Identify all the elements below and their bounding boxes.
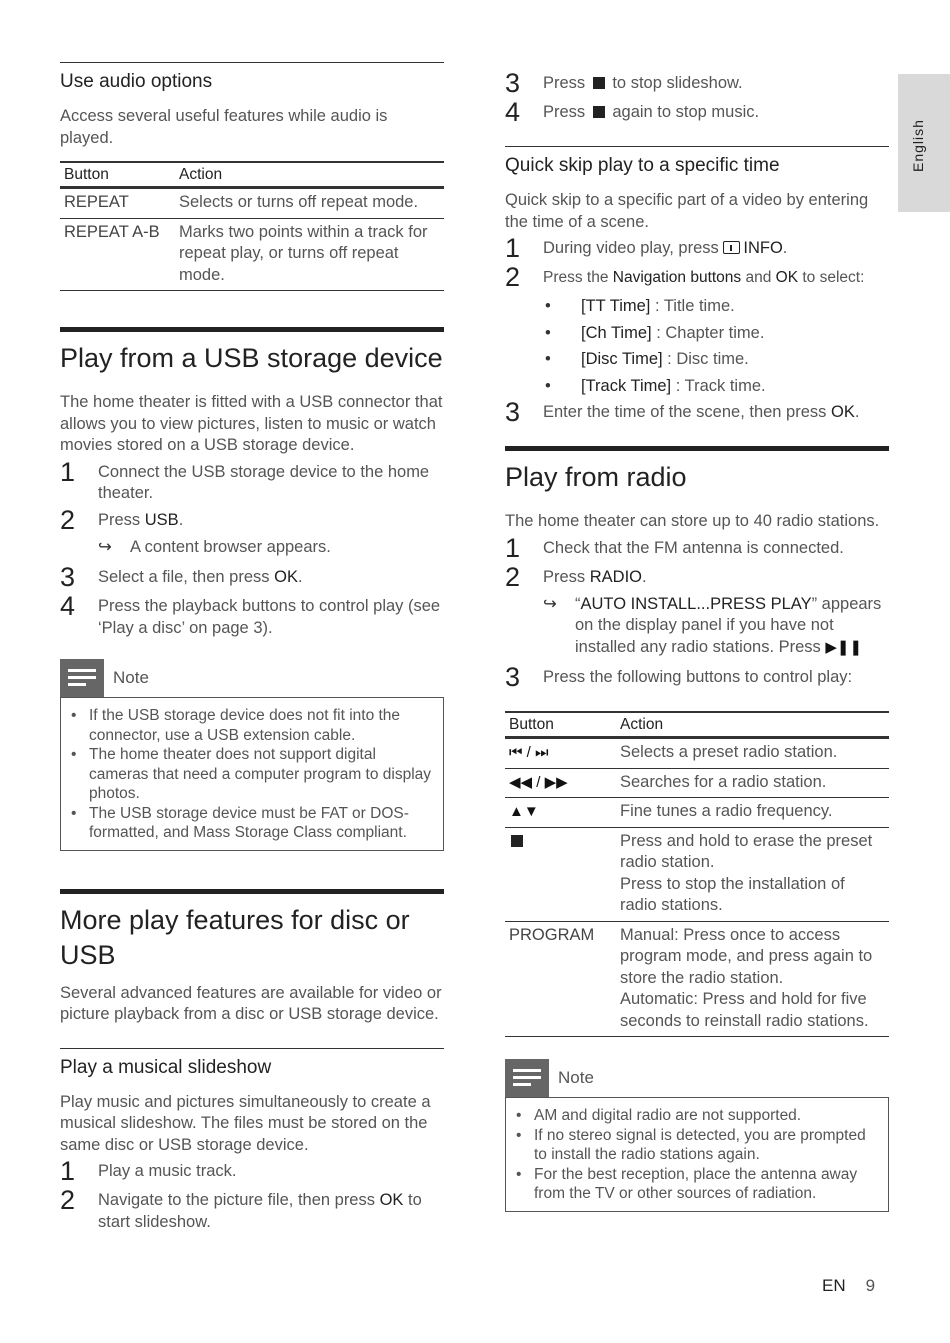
key-label: OK <box>775 269 799 286</box>
step-text: Press RADIO. <box>543 567 647 586</box>
step-number: 2 <box>505 262 521 292</box>
table-row <box>505 738 889 769</box>
up-down-icon: ▲▼ <box>505 798 616 828</box>
radio-step-2 <box>505 561 889 592</box>
time-option-item: • [Ch Time] : Chapter time. <box>545 323 765 342</box>
page-footer <box>822 1276 875 1296</box>
quick-skip-intro: Quick skip to a specific part of a video by entering the time of a scene. <box>505 191 869 231</box>
table-cell-action: Selects or turns off repeat mode. <box>175 188 444 219</box>
quick-skip-step-1 <box>505 235 889 262</box>
radio-note-header <box>505 1059 889 1097</box>
step-number: 3 <box>60 562 76 592</box>
radio-intro: The home theater can store up to 40 radio stations. <box>505 512 880 530</box>
rewind-forward-icon: ◀◀ / ▶▶ <box>505 768 616 798</box>
note-item: • The home theater does not support digital cameras that need a computer program to display photos. <box>71 746 432 802</box>
note-label: Note <box>113 668 149 687</box>
table-cell-button: PROGRAM <box>505 921 616 1037</box>
note-label: Note <box>558 1068 594 1087</box>
note-icon <box>60 659 104 697</box>
step-number: 2 <box>505 561 521 592</box>
slideshow-step-1 <box>60 1158 444 1185</box>
key-label: OK <box>831 403 855 421</box>
prev-next-icon: ⏮ / ⏭ <box>505 738 616 769</box>
result-text: A content browser appears. <box>130 537 331 556</box>
step-number: 1 <box>60 456 76 487</box>
slideshow-step-2 <box>60 1187 444 1233</box>
stop-icon <box>593 106 605 118</box>
quick-skip-step-3 <box>505 399 889 426</box>
time-option-item: • [Track Time] : Track time. <box>545 376 766 395</box>
key-label: USB <box>144 510 179 529</box>
step-number: 2 <box>60 1185 76 1215</box>
audio-options-intro: Access several useful features while audio is played. <box>60 107 388 147</box>
usb-step-2-result <box>98 537 444 559</box>
note-item: • If no stereo signal is detected, you are prompted to install the radio stations again. <box>516 1126 866 1163</box>
time-option-item: • [TT Time] : Title time. <box>545 297 735 315</box>
step-number: 4 <box>505 97 521 127</box>
step-text: Connect the USB storage device to the home theater. <box>98 462 430 502</box>
radio-step-2-result <box>543 594 889 659</box>
slideshow-heading: Play a musical slideshow <box>60 1048 444 1079</box>
slideshow-intro: Play music and pictures simultaneously to create a musical slideshow. The files must be stored on the same disc or USB storage device. <box>60 1092 431 1154</box>
note-item: • AM and digital radio are not supported. <box>516 1107 802 1124</box>
audio-options-table <box>60 161 444 291</box>
table-row <box>505 768 889 798</box>
usb-note-box <box>60 697 444 851</box>
footer-language: EN <box>822 1276 846 1295</box>
more-features-intro: Several advanced features are available for video or picture playback from a disc or USB storage device. <box>60 983 442 1023</box>
language-tab <box>898 74 950 212</box>
step-number: 3 <box>505 68 521 98</box>
stop-icon <box>511 835 523 847</box>
time-option-item: • [Disc Time] : Disc time. <box>545 350 749 368</box>
result-arrow-icon: ↪ <box>543 594 557 613</box>
table-cell-action: Selects a preset radio station. <box>616 738 889 769</box>
more-features-heading: More play features for disc or USB <box>60 889 444 973</box>
table-cell-button: REPEAT <box>60 188 175 219</box>
step-number: 1 <box>60 1156 76 1186</box>
quick-skip-heading: Quick skip play to a specific time <box>505 146 889 177</box>
audio-options-heading: Use audio options <box>60 62 444 93</box>
key-label: Navigation buttons <box>612 269 742 286</box>
step-text: Press the Navigation buttons and OK to select: <box>543 269 865 286</box>
note-item: • The USB storage device must be FAT or DOS-formatted, and Mass Storage Class compliant. <box>71 804 409 841</box>
step-text: Press again to stop music. <box>543 103 760 121</box>
radio-step-3 <box>505 664 889 691</box>
page-number: 9 <box>865 1276 876 1295</box>
step-number: 3 <box>505 662 521 692</box>
key-label: INFO <box>743 239 783 257</box>
table-cell-action: Manual: Press once to access program mode, and press again to store the radio station. Automatic: Press and hold for five seconds to reinstall radio stations. <box>616 921 889 1037</box>
table-cell-action: Press and hold to erase the preset radio station. Press to stop the installation of radio stations. <box>616 827 889 921</box>
usb-step-2 <box>60 504 444 535</box>
radio-section-heading: Play from radio <box>505 446 889 495</box>
step-text: Play a music track. <box>98 1162 237 1180</box>
note-icon <box>505 1059 549 1097</box>
step-number: 4 <box>60 591 76 621</box>
table-header-button: Button <box>505 712 616 738</box>
quick-skip-step-2 <box>505 264 889 291</box>
table-header-button: Button <box>60 162 175 188</box>
info-icon <box>723 241 740 254</box>
step-number: 2 <box>60 504 76 535</box>
slideshow-step-3 <box>505 70 889 97</box>
radio-step-1 <box>505 532 889 563</box>
step-number: 1 <box>505 532 521 563</box>
radio-note-box <box>505 1097 889 1212</box>
key-label: OK <box>274 568 298 586</box>
usb-step-3 <box>60 564 444 591</box>
note-item: • For the best reception, place the antenna away from the TV or other sources of radiation. <box>516 1165 858 1202</box>
slideshow-step-4 <box>505 99 889 126</box>
step-text: Press to stop slideshow. <box>543 74 743 92</box>
step-text: During video play, press INFO. <box>543 239 788 257</box>
step-text: Press the following buttons to control play: <box>543 668 853 686</box>
table-row <box>505 921 889 1037</box>
table-cell-button <box>505 827 616 921</box>
step-text: Enter the time of the scene, then press OK. <box>543 403 860 421</box>
right-column <box>505 62 889 1212</box>
left-column <box>60 62 444 1233</box>
table-cell-button: REPEAT A-B <box>60 218 175 291</box>
table-row <box>505 827 889 921</box>
table-cell-action: Searches for a radio station. <box>616 768 889 798</box>
language-tab-label: English <box>910 119 926 172</box>
step-text: Press the playback buttons to control play (see ‘Play a disc’ on page 3). <box>98 597 441 637</box>
key-label: OK <box>379 1191 404 1209</box>
usb-intro: The home theater is fitted with a USB connector that allows you to view pictures, listen to music or watch movies stored on a USB storage device. <box>60 393 443 454</box>
step-number: 1 <box>505 233 521 263</box>
usb-step-4 <box>60 593 444 639</box>
result-arrow-icon: ↪ <box>98 537 112 556</box>
table-row <box>60 218 444 291</box>
step-text: Navigate to the picture file, then press OK to start slideshow. <box>98 1191 422 1231</box>
table-row <box>505 798 889 828</box>
table-cell-action: Fine tunes a radio frequency. <box>616 798 889 828</box>
step-number: 3 <box>505 397 521 427</box>
table-header-action: Action <box>616 712 889 738</box>
play-pause-icon: ▶❚❚ <box>825 638 863 656</box>
table-header-action: Action <box>175 162 444 188</box>
usb-step-1 <box>60 456 444 505</box>
usb-note-header <box>60 659 444 697</box>
table-cell-action: Marks two points within a track for repeat play, or turns off repeat mode. <box>175 218 444 291</box>
table-row <box>60 188 444 219</box>
radio-buttons-table <box>505 711 889 1037</box>
usb-section-heading: Play from a USB storage device <box>60 327 444 376</box>
stop-icon <box>593 77 605 89</box>
step-text: Check that the FM antenna is connected. <box>543 538 844 557</box>
result-text: “AUTO INSTALL...PRESS PLAY” appears on the display panel if you have not installed any radio stations. Press ▶❚❚ <box>575 594 882 656</box>
key-label: RADIO <box>589 567 643 586</box>
step-text: Select a file, then press OK. <box>98 568 303 586</box>
step-text: Press USB. <box>98 510 184 529</box>
note-item: • If the USB storage device does not fit into the connector, use a USB extension cable. <box>71 707 401 744</box>
